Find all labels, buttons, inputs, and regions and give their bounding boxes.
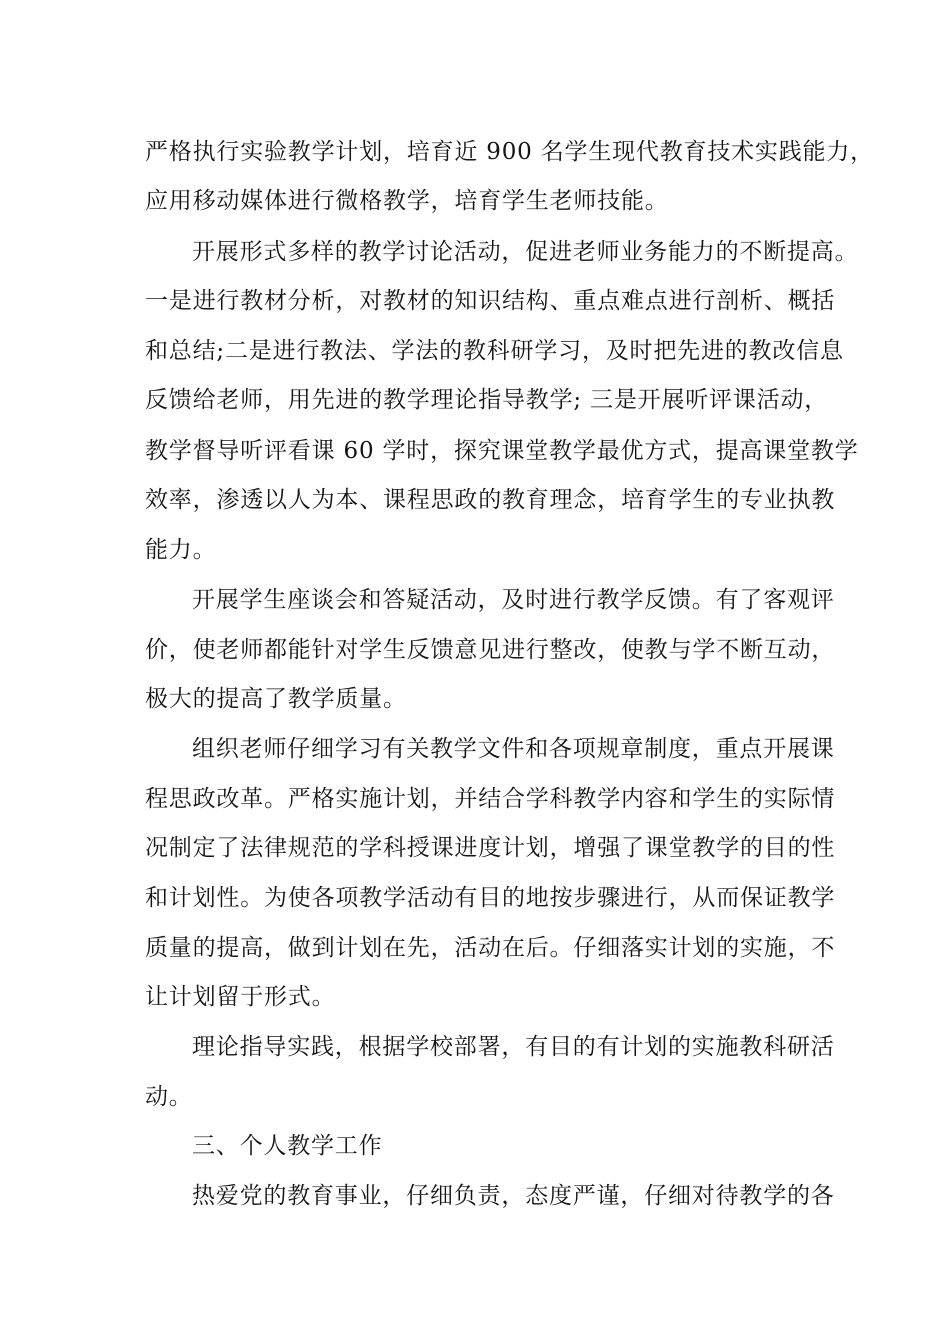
paragraph-4-line-1: 组织老师仔细学习有关教学文件和各项规章制度，重点开展课: [192, 736, 835, 762]
paragraph-4-line-5: 质量的提高，做到计划在先，活动在后。仔细落实计划的实施，不: [145, 935, 836, 961]
paragraph-4-line-4: 和计划性。为使各项教学活动有目的地按步骤进行，从而保证教学: [145, 885, 836, 911]
paragraph-4-line-3: 况制定了法律规范的学科授课进度计划，增强了课堂教学的目的性: [145, 835, 836, 861]
paragraph-5-line-2: 动。: [145, 1084, 193, 1110]
paragraph-1-line-2: 应用移动媒体进行微格教学，培育学生老师技能。: [145, 188, 669, 214]
paragraph-2-line-6: 效率，渗透以人为本、课程思政的教育理念，培育学生的专业执教: [145, 487, 836, 513]
section-heading: 三、个人教学工作: [192, 1133, 383, 1159]
paragraph-1-line-1: 严格执行实验教学计划，培育近 900 名学生现代教育技术实践能力，: [145, 139, 874, 165]
paragraph-4-line-6: 让计划留于形式。: [145, 984, 336, 1010]
paragraph-2-line-2: 一是进行教材分析，对教材的知识结构、重点难点进行剖析、概括: [145, 288, 836, 314]
paragraph-2-line-1: 开展形式多样的教学讨论活动，促进老师业务能力的不断提高。: [192, 239, 859, 265]
paragraph-2-line-5: 教学督导听评看课 60 学时，探究课堂教学最优方式，提高课堂教学: [145, 438, 859, 464]
paragraph-3-line-1: 开展学生座谈会和答疑活动，及时进行教学反馈。有了客观评: [192, 587, 835, 613]
paragraph-5-line-1: 理论指导实践，根据学校部署，有目的有计划的实施教科研活: [192, 1034, 835, 1060]
paragraph-3-line-3: 极大的提高了教学质量。: [145, 686, 407, 712]
paragraph-2-line-7: 能力。: [145, 537, 217, 563]
paragraph-3-line-2: 价，使老师都能针对学生反馈意见进行整改，使教与学不断互动，: [145, 637, 836, 663]
paragraph-4-line-2: 程思政改革。严格实施计划，并结合学科教学内容和学生的实际情: [145, 786, 836, 812]
paragraph-2-line-3: 和总结;二是进行教法、学法的教科研学习，及时把先进的教改信息: [145, 338, 844, 364]
paragraph-6-line-1: 热爱党的教育事业，仔细负责，态度严谨，仔细对待教学的各: [192, 1183, 835, 1209]
paragraph-2-line-4: 反馈给老师，用先进的教学理论指导教学; 三是开展听评课活动，: [145, 387, 829, 413]
